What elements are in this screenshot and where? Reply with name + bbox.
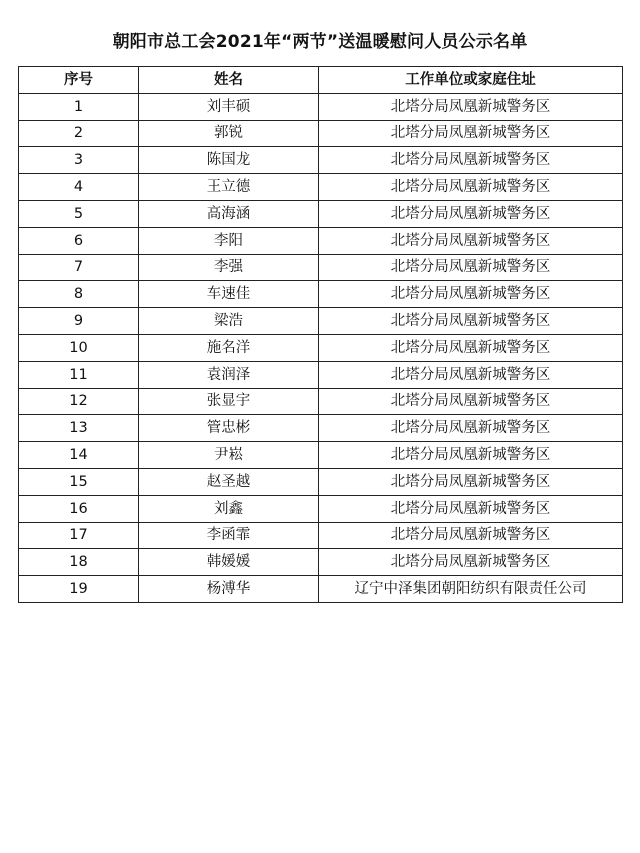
document-title: 朝阳市总工会2021年“两节”送温暖慰问人员公示名单 — [112, 32, 528, 52]
cell-no: 12 — [19, 388, 139, 415]
cell-no: 17 — [19, 522, 139, 549]
cell-name: 陈国龙 — [139, 147, 319, 174]
cell-name: 管忠彬 — [139, 415, 319, 442]
cell-name: 施名洋 — [139, 334, 319, 361]
cell-no: 4 — [19, 174, 139, 201]
cell-name: 李函霏 — [139, 522, 319, 549]
cell-no: 3 — [19, 147, 139, 174]
cell-no: 18 — [19, 549, 139, 576]
table-row — [19, 308, 623, 335]
table-row — [19, 120, 623, 147]
table-header-row — [19, 67, 623, 94]
cell-address: 北塔分局凤凰新城警务区 — [319, 93, 623, 120]
cell-no: 11 — [19, 361, 139, 388]
table-row — [19, 468, 623, 495]
cell-name: 袁润泽 — [139, 361, 319, 388]
table-row — [19, 361, 623, 388]
table-row — [19, 254, 623, 281]
cell-name: 刘鑫 — [139, 495, 319, 522]
cell-address: 北塔分局凤凰新城警务区 — [319, 334, 623, 361]
cell-no: 5 — [19, 200, 139, 227]
cell-address: 北塔分局凤凰新城警务区 — [319, 415, 623, 442]
table-row — [19, 388, 623, 415]
cell-name: 张显宇 — [139, 388, 319, 415]
table-row — [19, 174, 623, 201]
cell-no: 16 — [19, 495, 139, 522]
cell-address: 北塔分局凤凰新城警务区 — [319, 361, 623, 388]
cell-address: 北塔分局凤凰新城警务区 — [319, 549, 623, 576]
cell-address: 北塔分局凤凰新城警务区 — [319, 388, 623, 415]
table-row — [19, 334, 623, 361]
cell-address: 北塔分局凤凰新城警务区 — [319, 200, 623, 227]
cell-address: 北塔分局凤凰新城警务区 — [319, 281, 623, 308]
cell-name: 车速佳 — [139, 281, 319, 308]
roster-table — [18, 66, 623, 603]
table-row — [19, 495, 623, 522]
cell-no: 2 — [19, 120, 139, 147]
cell-address: 北塔分局凤凰新城警务区 — [319, 174, 623, 201]
cell-address: 北塔分局凤凰新城警务区 — [319, 468, 623, 495]
cell-address: 北塔分局凤凰新城警务区 — [319, 495, 623, 522]
cell-address: 北塔分局凤凰新城警务区 — [319, 442, 623, 469]
cell-name: 郭锐 — [139, 120, 319, 147]
cell-no: 8 — [19, 281, 139, 308]
cell-no: 1 — [19, 93, 139, 120]
table-row — [19, 415, 623, 442]
table-row — [19, 147, 623, 174]
cell-name: 尹崧 — [139, 442, 319, 469]
cell-address: 北塔分局凤凰新城警务区 — [319, 120, 623, 147]
cell-no: 14 — [19, 442, 139, 469]
cell-no: 19 — [19, 576, 139, 603]
cell-address: 北塔分局凤凰新城警务区 — [319, 147, 623, 174]
cell-name: 刘丰硕 — [139, 93, 319, 120]
table-row — [19, 93, 623, 120]
cell-no: 10 — [19, 334, 139, 361]
cell-no: 9 — [19, 308, 139, 335]
cell-no: 15 — [19, 468, 139, 495]
cell-address: 北塔分局凤凰新城警务区 — [319, 254, 623, 281]
cell-address: 北塔分局凤凰新城警务区 — [319, 227, 623, 254]
cell-address: 辽宁中泽集团朝阳纺织有限责任公司 — [319, 576, 623, 603]
table-row — [19, 200, 623, 227]
cell-name: 王立德 — [139, 174, 319, 201]
cell-address: 北塔分局凤凰新城警务区 — [319, 522, 623, 549]
table-row — [19, 281, 623, 308]
table-row — [19, 442, 623, 469]
table-row — [19, 522, 623, 549]
cell-name: 梁浩 — [139, 308, 319, 335]
column-header-address: 工作单位或家庭住址 — [319, 67, 623, 94]
cell-no: 7 — [19, 254, 139, 281]
table-row — [19, 227, 623, 254]
table-row — [19, 576, 623, 603]
cell-address: 北塔分局凤凰新城警务区 — [319, 308, 623, 335]
cell-name: 李阳 — [139, 227, 319, 254]
cell-no: 6 — [19, 227, 139, 254]
column-header-name: 姓名 — [139, 67, 319, 94]
cell-name: 赵圣越 — [139, 468, 319, 495]
table-row — [19, 549, 623, 576]
cell-name: 李强 — [139, 254, 319, 281]
cell-name: 杨溥华 — [139, 576, 319, 603]
cell-name: 韩媛媛 — [139, 549, 319, 576]
column-header-no: 序号 — [19, 67, 139, 94]
cell-no: 13 — [19, 415, 139, 442]
cell-name: 高海涵 — [139, 200, 319, 227]
roster-body — [19, 93, 623, 602]
